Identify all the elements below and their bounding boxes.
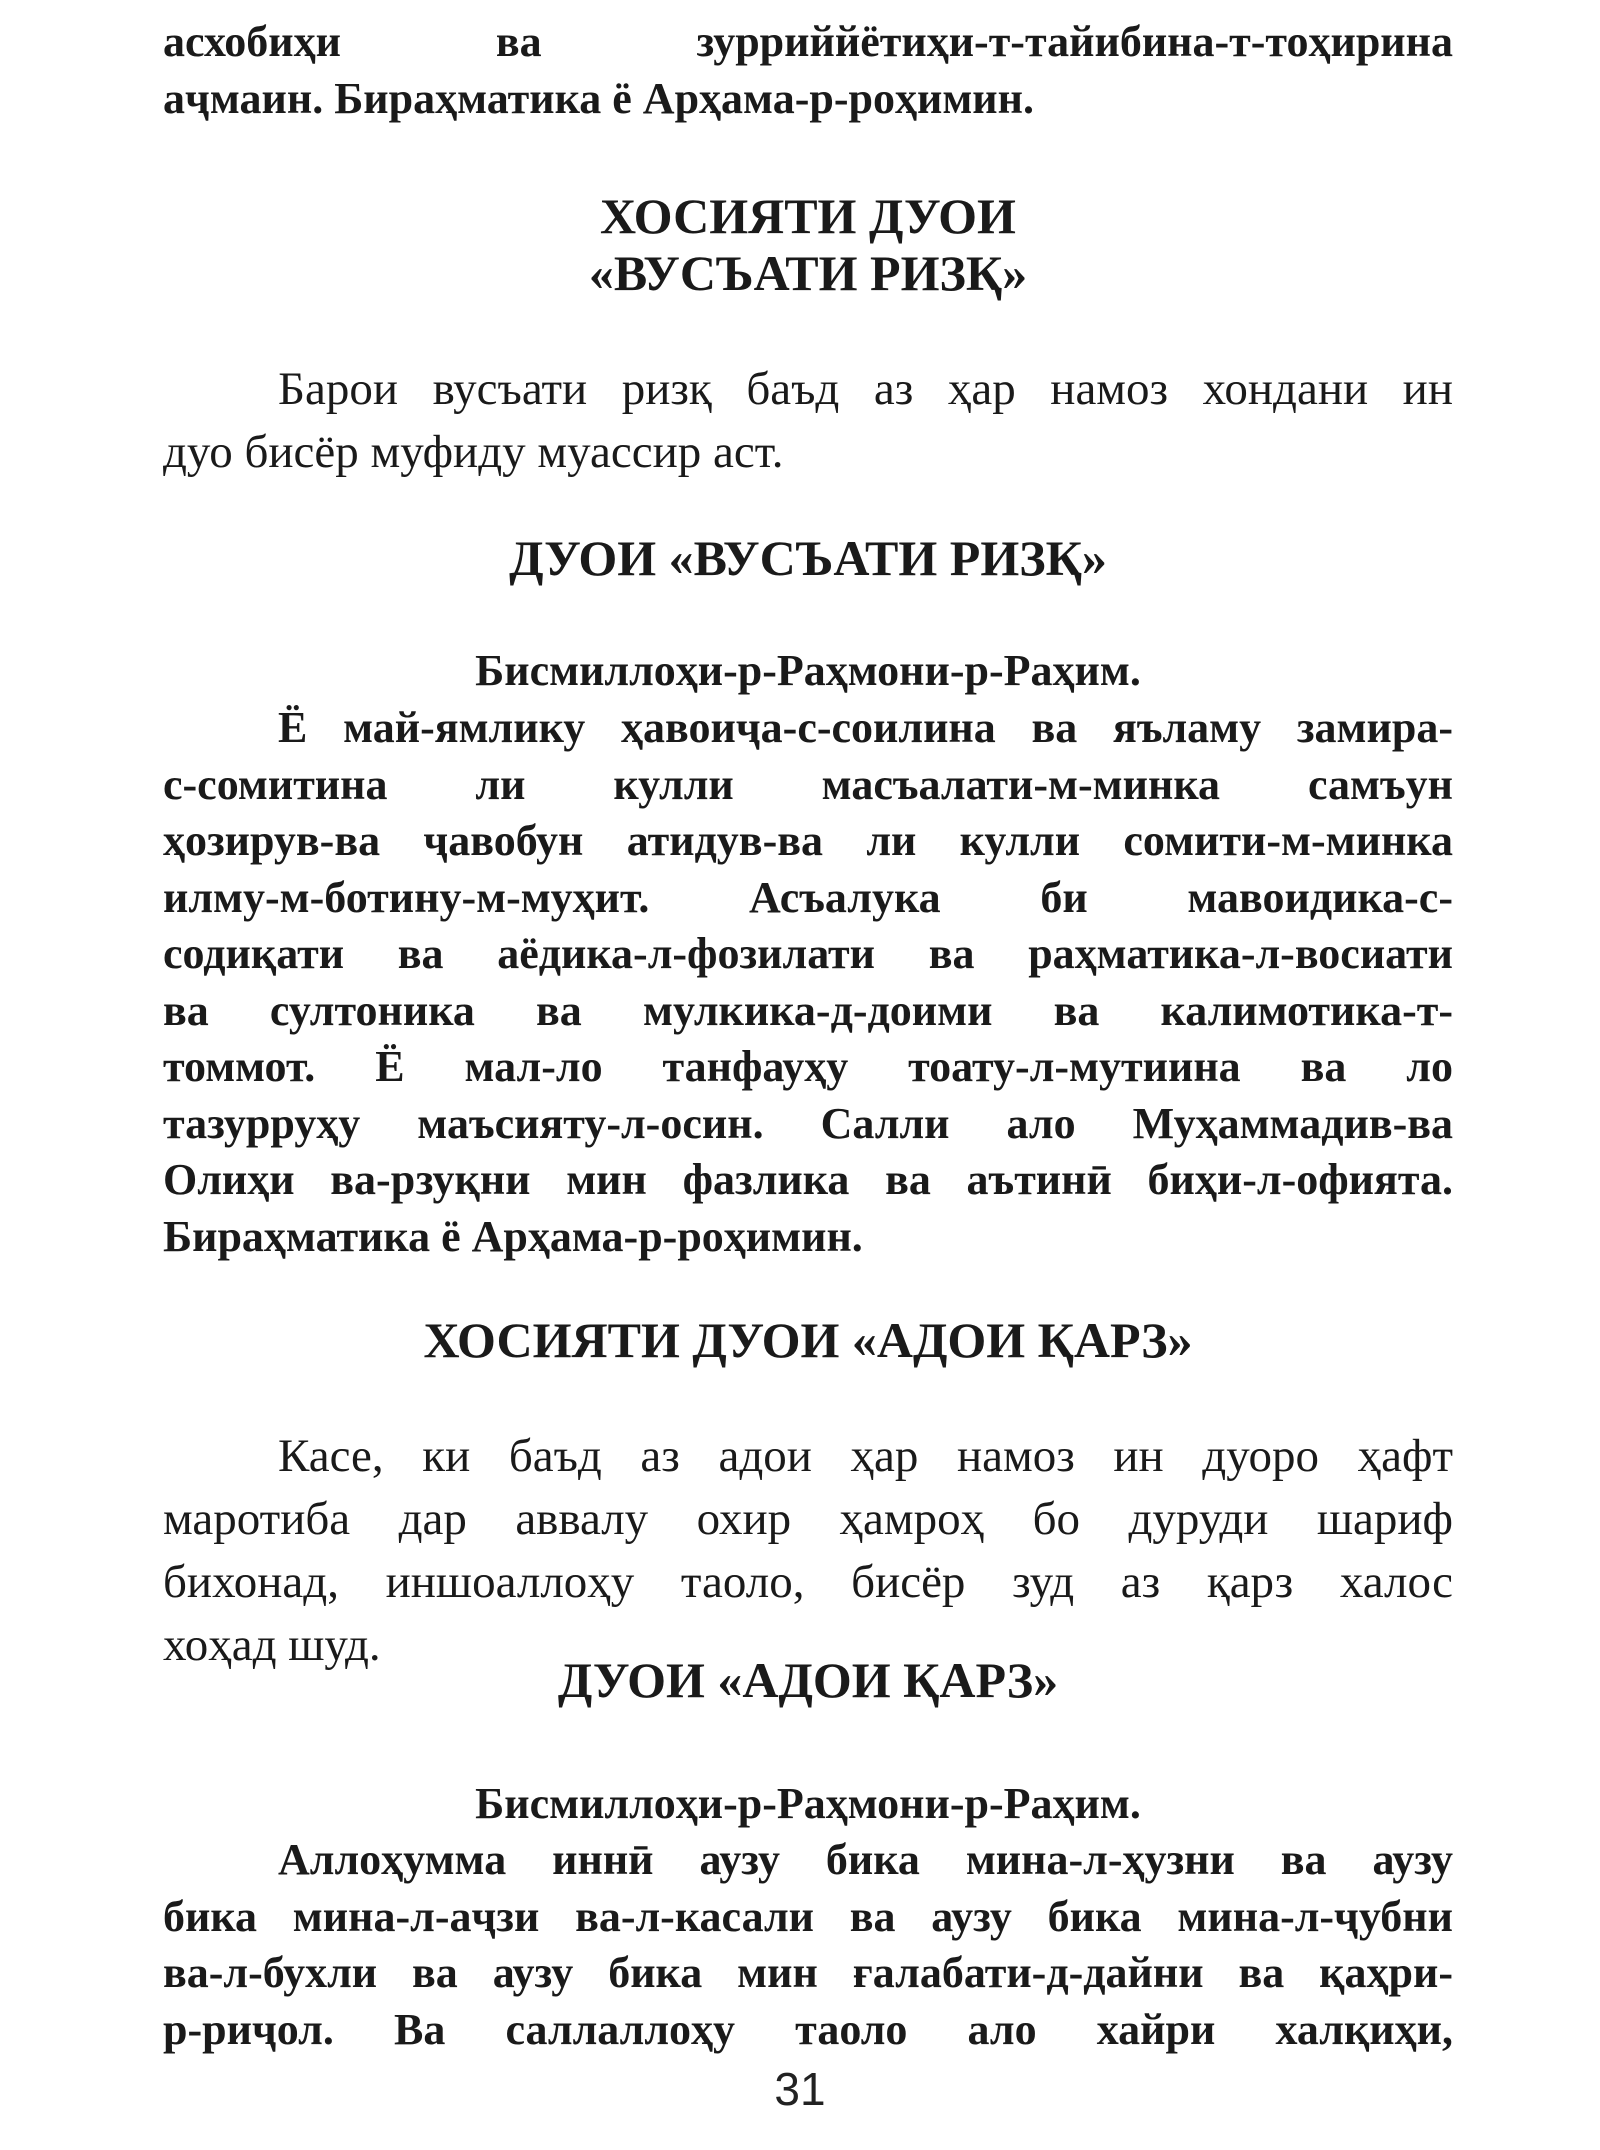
text-line: дуо бисёр муфиду муассир аст. xyxy=(163,426,784,478)
prayer-title-vusati-rizq xyxy=(163,530,1453,587)
section-heading-vusati-rizq xyxy=(163,188,1453,302)
text-line: Касе, ки баъд аз адои ҳар намоз ин дуоро ҳафт xyxy=(278,1430,1453,1482)
text-line: аҷмаин. Бираҳматика ё Арҳама-р-роҳимин. xyxy=(163,73,1034,123)
text-line: Бисмиллоҳи-р-Раҳмони-р-Раҳим. xyxy=(475,1779,1141,1828)
text-line: Аллоҳумма иннӣ аузу бика мина-л-ҳузни ва аузу xyxy=(278,1835,1453,1884)
page-number: 31 xyxy=(774,2063,826,2115)
heading-line: ХОСИЯТИ ДУОИ xyxy=(600,188,1016,244)
basmala xyxy=(163,643,1453,700)
text-line: ҳозирув-ва ҷавобун атидув-ва ли кулли сомити-м-минка xyxy=(163,816,1453,865)
heading-line: ДУОИ «ВУСЪАТИ РИЗҚ» xyxy=(509,530,1107,586)
continuation-paragraph xyxy=(163,14,1453,127)
text-line: содиқати ва аёдика-л-фозилати ва раҳматика-л-восиати xyxy=(163,929,1453,978)
text-line: хоҳад шуд. xyxy=(163,1619,381,1671)
text-line: илму-м-ботину-м-муҳит. Асъалука би мавоидика-с- xyxy=(163,872,1453,922)
text-line: томмот. Ё мал-ло танфауҳу тоату-л-мутиина ва ло xyxy=(163,1042,1453,1091)
intro-paragraph-adoi-qarz xyxy=(163,1425,1453,1677)
text-line: с-сомитина ли кулли масъалати-м-минка самъун xyxy=(163,759,1453,809)
text-line: Бисмиллоҳи-р-Раҳмони-р-Раҳим. xyxy=(475,646,1141,695)
heading-line: «ВУСЪАТИ РИЗҚ» xyxy=(588,245,1028,301)
basmala xyxy=(163,1776,1453,1833)
text-line: Ё май-ямлику ҳавоиҷа-с-соилина ва яъламу замира- xyxy=(278,703,1453,752)
text-line: Барои вусъати ризқ баъд аз ҳар намоз хондани ин xyxy=(278,363,1453,415)
text-line: асхобиҳи ва зурриййётиҳи-т-тайибина-т-тоҳирина xyxy=(163,17,1453,66)
intro-paragraph-vusati-rizq xyxy=(163,358,1453,484)
text-line: бика мина-л-аҷзи ва-л-касали ва аузу бика мина-л-ҷубни xyxy=(163,1891,1453,1941)
text-line: Бираҳматика ё Арҳама-р-роҳимин. xyxy=(163,1211,863,1261)
text-line: тазурруҳу маъсияту-л-осин. Салли ало Муҳаммадив-ва xyxy=(163,1098,1453,1148)
text-line: ва султоника ва мулкика-д-доими ва калимотика-т- xyxy=(163,985,1453,1035)
text-line: ва-л-бухли ва аузу бика мин ғалабати-д-дайни ва қаҳри- xyxy=(163,1948,1453,1997)
text-line: р-риҷол. Ва саллаллоҳу таоло ало хайри халқиҳи, xyxy=(163,2004,1453,2054)
prayer-title-adoi-qarz xyxy=(163,1652,1453,1709)
prayer-body-adoi-qarz xyxy=(163,1832,1453,2058)
prayer-body-vusati-rizq xyxy=(163,700,1453,1265)
heading-line: ДУОИ «АДОИ ҚАРЗ» xyxy=(557,1652,1059,1708)
section-heading-adoi-qarz xyxy=(163,1312,1453,1369)
text-line: Олиҳи ва-рзуқни мин фазлика ва аътинӣ биҳи-л-офията. xyxy=(163,1155,1453,1204)
text-line: маротиба дар аввалу охир ҳамроҳ бо дуруди шариф xyxy=(163,1493,1453,1545)
text-line: бихонад, иншоаллоҳу таоло, бисёр зуд аз қарз халос xyxy=(163,1556,1453,1608)
heading-line: ХОСИЯТИ ДУОИ «АДОИ ҚАРЗ» xyxy=(423,1312,1193,1368)
